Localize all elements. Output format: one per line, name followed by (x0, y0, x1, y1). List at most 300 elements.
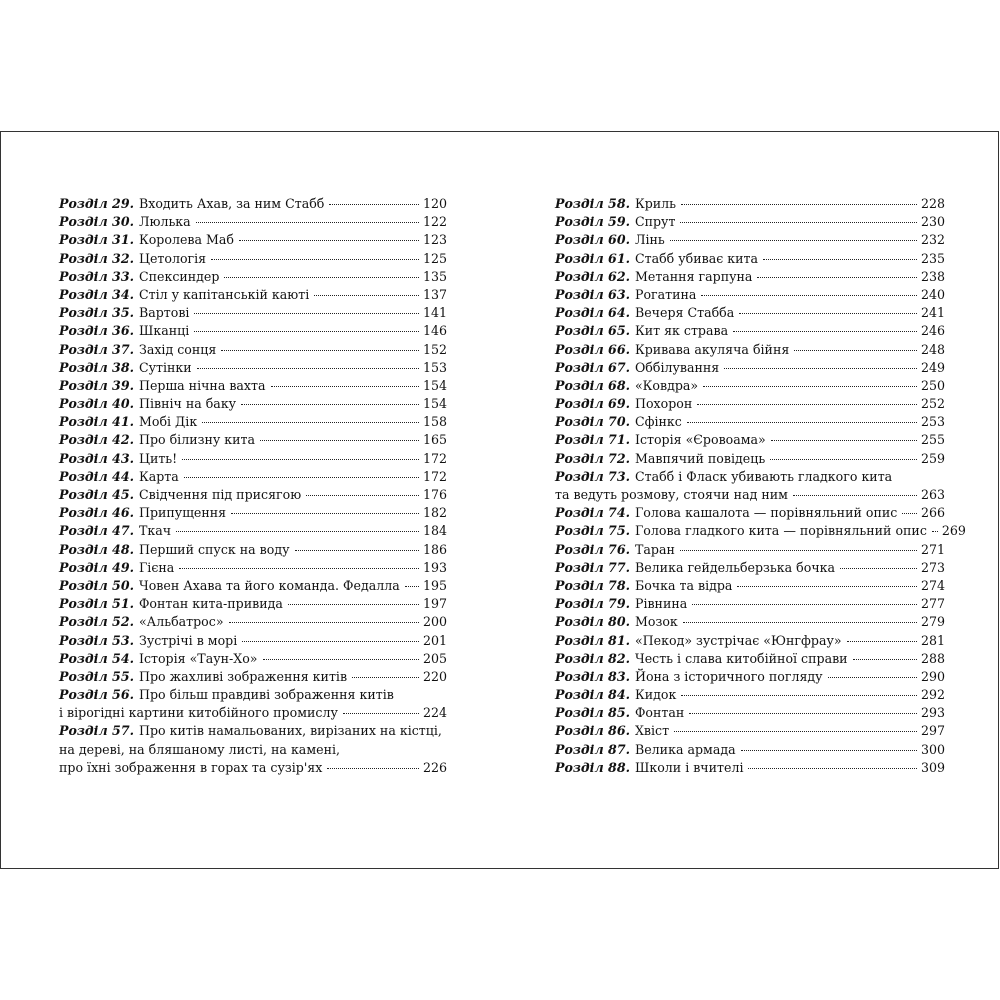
chapter-title: Мобі Дік (138, 414, 198, 430)
page-number: 165 (422, 432, 447, 448)
chapter-title: Фонтан кита-привида (138, 596, 283, 612)
chapter-title: Похорон (634, 396, 693, 412)
page-number: 120 (422, 196, 447, 211)
toc-entry (59, 304, 447, 322)
chapter-label: Розділ 57. (59, 723, 134, 739)
toc-entry (59, 213, 447, 231)
chapter-title: «Альбатрос» (138, 614, 224, 630)
toc-entry (59, 486, 447, 504)
chapter-label: Розділ 42. (59, 432, 134, 448)
chapter-label: Розділ 59. (555, 214, 630, 230)
chapter-label: Розділ 66. (555, 341, 630, 357)
page-number: 238 (920, 268, 945, 284)
page-number: 197 (422, 596, 447, 612)
page-number: 205 (422, 650, 447, 666)
page-number: 146 (422, 323, 447, 339)
dot-leader (352, 677, 419, 678)
chapter-title: Перший спуск на воду (138, 541, 290, 557)
chapter-title: про їхні зображення в горах та сузір'ях (59, 759, 323, 775)
page-number: 241 (920, 305, 945, 321)
chapter-label: Розділ 53. (59, 632, 134, 648)
dot-leader (724, 368, 917, 369)
chapter-label: Розділ 37. (59, 341, 134, 357)
dot-leader (184, 477, 419, 478)
dot-leader (197, 368, 419, 369)
toc-entry (59, 268, 447, 286)
chapter-label: Розділ 47. (59, 523, 134, 539)
toc-entry (555, 231, 945, 249)
page-number: 309 (920, 759, 945, 775)
chapter-label: Розділ 29. (59, 196, 134, 211)
chapter-title: Захід сонця (138, 341, 217, 357)
chapter-title: Лінь (634, 232, 665, 248)
page-number: 125 (422, 250, 447, 266)
dot-leader (260, 440, 419, 441)
page-number: 293 (920, 705, 945, 721)
page-number: 201 (422, 632, 447, 648)
toc-entry (59, 668, 447, 686)
page-number: 248 (920, 341, 945, 357)
page-number: 292 (920, 687, 945, 703)
page-number: 153 (422, 359, 447, 375)
chapter-title: «Пекод» зустрічає «Юнгфрау» (634, 632, 842, 648)
toc-entry (59, 704, 447, 722)
dot-leader (701, 295, 917, 296)
chapter-title: Припущення (138, 505, 227, 521)
dot-leader (737, 586, 917, 587)
chapter-label: Розділ 76. (555, 541, 630, 557)
chapter-title: Голова кашалота — порівняльний опис (634, 505, 898, 521)
chapter-title: Вечеря Стабба (634, 305, 735, 321)
dot-leader (306, 495, 419, 496)
chapter-title: Мавпячий повідець (634, 450, 766, 466)
chapter-title: Велика гейдельберзька бочка (634, 559, 836, 575)
toc-entry (59, 450, 447, 468)
chapter-label: Розділ 60. (555, 232, 630, 248)
chapter-label: Розділ 56. (59, 687, 134, 703)
page-number: 230 (920, 214, 945, 230)
page-number: 220 (422, 668, 447, 684)
page-number: 137 (422, 286, 447, 302)
dot-leader (763, 259, 917, 260)
toc-entry (555, 304, 945, 322)
toc-entry (59, 195, 447, 213)
page-number: 269 (941, 523, 966, 539)
chapter-title: Історія «Таун-Хо» (138, 650, 258, 666)
dot-leader (221, 350, 419, 351)
page-number: 195 (422, 577, 447, 593)
chapter-title: Гієна (138, 559, 175, 575)
toc-entry (555, 541, 945, 559)
chapter-title: Голова гладкого кита — порівняльний опис (634, 523, 927, 539)
page-number: 266 (920, 505, 945, 521)
chapter-label: Розділ 85. (555, 705, 630, 721)
chapter-title: Криль (634, 196, 677, 211)
page-number: 300 (920, 741, 945, 757)
page-number: 154 (422, 396, 447, 412)
page-number: 253 (920, 414, 945, 430)
chapter-label: Розділ 62. (555, 268, 630, 284)
dot-leader (295, 550, 419, 551)
chapter-title: Історія «Єровоама» (634, 432, 766, 448)
chapter-title: Про жахливі зображення китів (138, 668, 348, 684)
toc-entry (59, 413, 447, 431)
page-number: 249 (920, 359, 945, 375)
dot-leader (194, 331, 419, 332)
chapter-title: «Ковдра» (634, 377, 699, 393)
dot-leader (229, 622, 419, 623)
chapter-label: Розділ 30. (59, 214, 134, 230)
page-number: 182 (422, 505, 447, 521)
dot-leader (263, 659, 419, 660)
toc-entry (59, 395, 447, 413)
chapter-label: Розділ 77. (555, 559, 630, 575)
dot-leader (703, 386, 917, 387)
page-number: 235 (920, 250, 945, 266)
dot-leader (674, 731, 917, 732)
dot-leader (680, 550, 917, 551)
toc-entry (555, 413, 945, 431)
chapter-label: Розділ 35. (59, 305, 134, 321)
chapter-label: Розділ 31. (59, 232, 134, 248)
chapter-label: Розділ 74. (555, 505, 630, 521)
toc-entry (555, 468, 945, 486)
chapter-label: Розділ 70. (555, 414, 630, 430)
dot-leader (932, 531, 938, 532)
chapter-title: Про більш правдиві зображення китів (138, 687, 394, 703)
page-number: 273 (920, 559, 945, 575)
toc-entry (59, 686, 447, 704)
chapter-label: Розділ 67. (555, 359, 630, 375)
page-number: 123 (422, 232, 447, 248)
page-number: 184 (422, 523, 447, 539)
chapter-title: Мозок (634, 614, 678, 630)
dot-leader (211, 259, 419, 260)
page-number: 259 (920, 450, 945, 466)
chapter-label: Розділ 88. (555, 759, 630, 775)
page-number: 200 (422, 614, 447, 630)
page-number: 240 (920, 286, 945, 302)
dot-leader (196, 222, 419, 223)
chapter-label: Розділ 61. (555, 250, 630, 266)
toc-entry (555, 195, 945, 213)
dot-leader (847, 641, 917, 642)
chapter-title: Кривава акуляча бійня (634, 341, 790, 357)
page-number: 172 (422, 450, 447, 466)
dot-leader (697, 404, 917, 405)
dot-leader (692, 604, 917, 605)
page-number: 122 (422, 214, 447, 230)
toc-left-column (59, 195, 447, 777)
toc-entry (555, 504, 945, 522)
dot-leader (288, 604, 419, 605)
chapter-label: Розділ 55. (59, 668, 134, 684)
dot-leader (770, 459, 917, 460)
toc-entry (555, 559, 945, 577)
toc-entry (59, 250, 447, 268)
dot-leader (739, 313, 917, 314)
chapter-title: Стіл у капітанській каюті (138, 286, 310, 302)
dot-leader (689, 713, 917, 714)
chapter-label: Розділ 63. (555, 286, 630, 302)
toc-entry (59, 759, 447, 777)
chapter-label: Розділ 43. (59, 450, 134, 466)
page-number: 228 (920, 196, 945, 211)
page-number: 246 (920, 323, 945, 339)
chapter-label: Розділ 79. (555, 596, 630, 612)
chapter-label: Розділ 50. (59, 577, 134, 593)
chapter-title: Стабб убиває кита (634, 250, 759, 266)
page-number: 290 (920, 668, 945, 684)
chapter-label: Розділ 54. (59, 650, 134, 666)
dot-leader (182, 459, 419, 460)
chapter-title: Зустрічі в морі (138, 632, 238, 648)
toc-entry (555, 341, 945, 359)
book-spread (0, 131, 999, 869)
chapter-title: Кидок (634, 687, 677, 703)
chapter-title: Честь і слава китобійної справи (634, 650, 848, 666)
chapter-title: Люлька (138, 214, 191, 230)
page-number: 141 (422, 305, 447, 321)
chapter-label: Розділ 40. (59, 396, 134, 412)
page-number: 154 (422, 377, 447, 393)
dot-leader (902, 513, 917, 514)
dot-leader (405, 586, 419, 587)
toc-entry (555, 650, 945, 668)
toc-entry (59, 286, 447, 304)
chapter-label: Розділ 73. (555, 468, 630, 484)
toc-entry (555, 704, 945, 722)
dot-leader (224, 277, 419, 278)
page-number: 186 (422, 541, 447, 557)
dot-leader (771, 440, 917, 441)
chapter-label: Розділ 65. (555, 323, 630, 339)
dot-leader (741, 750, 917, 751)
chapter-title: Школи і вчителі (634, 759, 744, 775)
dot-leader (683, 622, 917, 623)
toc-entry (555, 286, 945, 304)
toc-entry (59, 504, 447, 522)
dot-leader (853, 659, 917, 660)
chapter-label: Розділ 87. (555, 741, 630, 757)
dot-leader (793, 495, 917, 496)
page-number: 250 (920, 377, 945, 393)
toc-entry (59, 468, 447, 486)
chapter-title: Цить! (138, 450, 178, 466)
toc-entry (59, 632, 447, 650)
toc-entry (555, 668, 945, 686)
chapter-label: Розділ 80. (555, 614, 630, 630)
chapter-label: Розділ 33. (59, 268, 134, 284)
page-number: 281 (920, 632, 945, 648)
chapter-title: Човен Ахава та його команда. Федалла (138, 577, 400, 593)
page-number: 176 (422, 487, 447, 502)
chapter-title: Стабб і Фласк убивають гладкого кита (634, 468, 893, 484)
dot-leader (176, 531, 419, 532)
toc-entry (555, 377, 945, 395)
toc-entry (555, 450, 945, 468)
page-number: 263 (920, 487, 945, 502)
page-number: 193 (422, 559, 447, 575)
chapter-title: Спрут (634, 214, 676, 230)
toc-entry (555, 632, 945, 650)
page-number: 271 (920, 541, 945, 557)
chapter-title: Королева Маб (138, 232, 234, 248)
chapter-label: Розділ 52. (59, 614, 134, 630)
toc-entry (555, 741, 945, 759)
chapter-label: Розділ 68. (555, 377, 630, 393)
chapter-label: Розділ 34. (59, 286, 134, 302)
chapter-label: Розділ 39. (59, 377, 134, 393)
page-number: 288 (920, 650, 945, 666)
chapter-label: Розділ 83. (555, 668, 630, 684)
dot-leader (329, 204, 419, 205)
toc-entry (59, 722, 447, 740)
chapter-label: Розділ 84. (555, 687, 630, 703)
toc-entry (555, 613, 945, 631)
chapter-title: Входить Ахав, за ним Стабб (138, 196, 325, 211)
chapter-title: та ведуть розмову, стоячи над ним (555, 487, 788, 502)
dot-leader (179, 568, 419, 569)
chapter-title: Йона з історичного погляду (634, 668, 823, 684)
chapter-title: Цетологія (138, 250, 207, 266)
dot-leader (241, 404, 419, 405)
dot-leader (343, 713, 419, 714)
chapter-label: Розділ 86. (555, 723, 630, 739)
chapter-label: Розділ 75. (555, 523, 630, 539)
dot-leader (327, 768, 419, 769)
page-number: 158 (422, 414, 447, 430)
chapter-title: Хвіст (634, 723, 670, 739)
chapter-title: Фонтан (634, 705, 685, 721)
dot-leader (239, 240, 419, 241)
chapter-label: Розділ 72. (555, 450, 630, 466)
page-number: 274 (920, 577, 945, 593)
toc-entry (555, 686, 945, 704)
chapter-title: Кит як страва (634, 323, 729, 339)
dot-leader (757, 277, 917, 278)
toc-entry (555, 250, 945, 268)
chapter-label: Розділ 71. (555, 432, 630, 448)
chapter-title: Метання гарпуна (634, 268, 753, 284)
page-number: 252 (920, 396, 945, 412)
toc-entry (59, 541, 447, 559)
chapter-label: Розділ 49. (59, 559, 134, 575)
toc-entry (59, 341, 447, 359)
dot-leader (194, 313, 418, 314)
toc-entry (555, 486, 945, 504)
dot-leader (242, 641, 419, 642)
toc-entry (59, 595, 447, 613)
toc-entry (555, 759, 945, 777)
page-number: 224 (422, 705, 447, 721)
dot-leader (840, 568, 917, 569)
chapter-title: Спексиндер (138, 268, 220, 284)
toc-entry (59, 377, 447, 395)
toc-entry (555, 359, 945, 377)
toc-entry (59, 577, 447, 595)
toc-entry (555, 268, 945, 286)
chapter-title: Сфінкс (634, 414, 682, 430)
dot-leader (271, 386, 419, 387)
page-number: 297 (920, 723, 945, 739)
chapter-label: Розділ 64. (555, 305, 630, 321)
chapter-label: Розділ 58. (555, 196, 630, 211)
chapter-title: Рівнина (634, 596, 688, 612)
chapter-label: Розділ 82. (555, 650, 630, 666)
chapter-title: Вартові (138, 305, 190, 321)
chapter-title: Сутінки (138, 359, 192, 375)
chapter-label: Розділ 48. (59, 541, 134, 557)
chapter-label: Розділ 41. (59, 414, 134, 430)
chapter-title: Свідчення під присягою (138, 487, 302, 502)
dot-leader (687, 422, 917, 423)
page-number: 232 (920, 232, 945, 248)
toc-entry (59, 650, 447, 668)
chapter-title: Ткач (138, 523, 172, 539)
dot-leader (680, 222, 917, 223)
page-number: 255 (920, 432, 945, 448)
chapter-label: Розділ 36. (59, 323, 134, 339)
toc-entry (555, 395, 945, 413)
dot-leader (681, 695, 917, 696)
page-number: 277 (920, 596, 945, 612)
chapter-label: Розділ 46. (59, 505, 134, 521)
chapter-label: Розділ 81. (555, 632, 630, 648)
dot-leader (314, 295, 419, 296)
chapter-label: Розділ 69. (555, 396, 630, 412)
toc-entry (555, 431, 945, 449)
toc-entry (59, 613, 447, 631)
chapter-title: і вірогідні картини китобійного промислу (59, 705, 338, 721)
chapter-title: Велика армада (634, 741, 736, 757)
page-number: 172 (422, 468, 447, 484)
dot-leader (202, 422, 419, 423)
toc-entry (59, 559, 447, 577)
chapter-label: Розділ 44. (59, 468, 134, 484)
dot-leader (828, 677, 917, 678)
toc-entry (555, 213, 945, 231)
chapter-title: на дереві, на бляшаному листі, на камені, (59, 741, 340, 757)
dot-leader (733, 331, 917, 332)
chapter-title: Бочка та відра (634, 577, 733, 593)
chapter-title: Таран (634, 541, 675, 557)
chapter-title: Перша нічна вахта (138, 377, 266, 393)
chapter-label: Розділ 78. (555, 577, 630, 593)
dot-leader (681, 204, 917, 205)
chapter-label: Розділ 32. (59, 250, 134, 266)
toc-entry (59, 522, 447, 540)
chapter-title: Карта (138, 468, 179, 484)
page-number: 135 (422, 268, 447, 284)
chapter-title: Північ на баку (138, 396, 237, 412)
dot-leader (794, 350, 917, 351)
toc-right-column (555, 195, 966, 777)
dot-leader (670, 240, 917, 241)
chapter-title: Оббілування (634, 359, 720, 375)
toc-entry (59, 322, 447, 340)
toc-entry (59, 231, 447, 249)
page-number: 152 (422, 341, 447, 357)
dot-leader (231, 513, 419, 514)
page-number: 279 (920, 614, 945, 630)
chapter-title: Про білизну кита (138, 432, 256, 448)
toc-entry (59, 359, 447, 377)
chapter-title: Про китів намальованих, вирізаних на кістці, (138, 723, 442, 739)
dot-leader (748, 768, 916, 769)
toc-entry (555, 522, 966, 540)
toc-entry (59, 741, 447, 759)
